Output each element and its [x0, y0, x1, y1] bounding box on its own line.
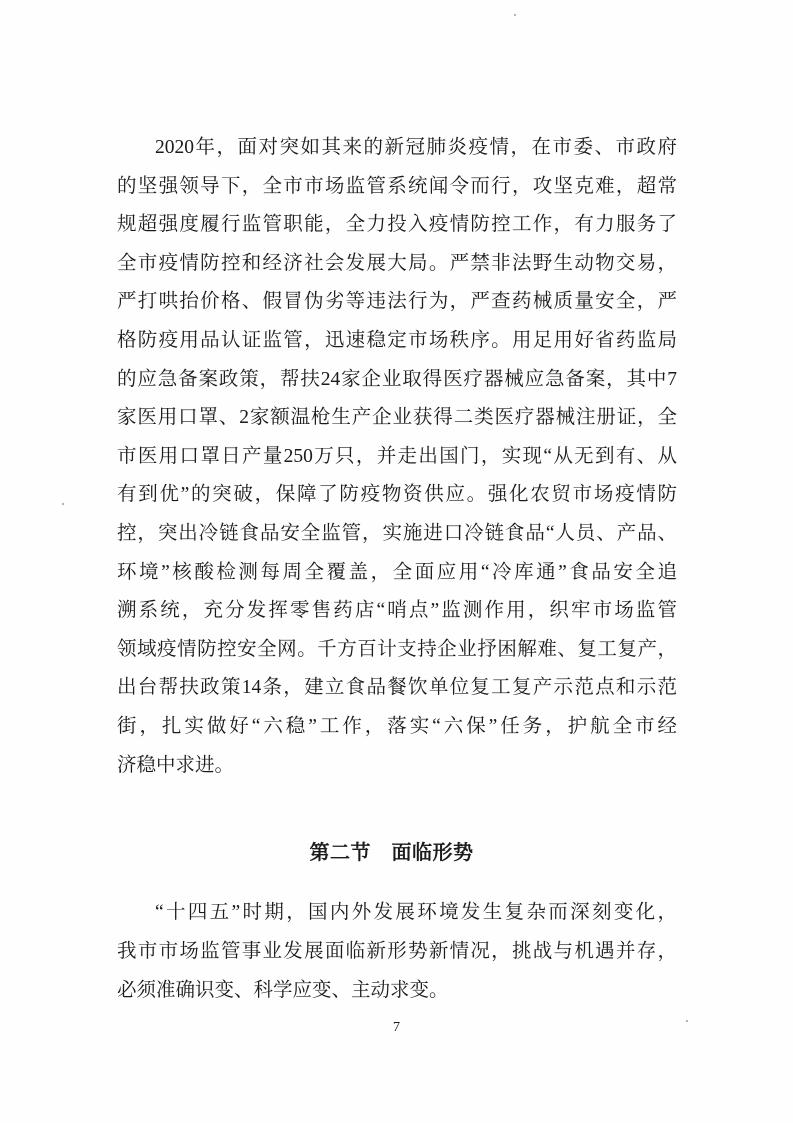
paragraph-line: 严打哄抬价格、假冒伪劣等违法行为，严查药械质量安全，严	[117, 291, 677, 313]
paragraph-line: 的坚强领导下，全市市场监管系统闻令而行，攻坚克难，超常	[117, 175, 677, 197]
paragraph-line: 家医用口罩、2家额温枪生产企业获得二类医疗器械注册证，全	[117, 407, 677, 429]
paragraph-line: 市医用口罩日产量250万只，并走出国门，实现“从无到有、从	[117, 445, 677, 467]
paragraph-line: 必须准确识变、科学应变、主动求变。	[117, 980, 449, 1001]
section-heading: 第二节 面临形势	[309, 842, 474, 864]
paragraph-line: 控，突出冷链食品安全监管，实施进口冷链食品“人员、产品、	[117, 522, 677, 544]
paragraph-review-2020	[117, 129, 677, 785]
paragraph-line: 规超强度履行监管职能，全力投入疫情防控工作，有力服务了	[117, 214, 677, 236]
paragraph-line: 街，扎实做好“六稳”工作，落实“六保”任务，护航全市经	[117, 715, 677, 737]
paragraph-line: 有到优”的突破，保障了防疫物资供应。强化农贸市场疫情防	[117, 484, 677, 506]
scan-speck	[514, 14, 516, 16]
paragraph-line: 2020年，面对突如其来的新冠肺炎疫情，在市委、市政府	[155, 137, 677, 158]
paragraph-line: 我市市场监管事业发展面临新形势新情况，挑战与机遇并存，	[117, 941, 677, 962]
paragraph-line: 济稳中求进。	[117, 754, 235, 776]
paragraph-line: 出台帮扶政策14条，建立食品餐饮单位复工复产示范点和示范	[117, 677, 677, 699]
paragraph-line: “十四五”时期，国内外发展环境发生复杂而深刻变化，	[155, 902, 677, 923]
paragraph-line: 格防疫用品认证监管，迅速稳定市场秩序。用足用好省药监局	[117, 329, 677, 351]
paragraph-situation	[117, 893, 677, 1010]
scan-speck	[62, 503, 64, 505]
paragraph-line: 的应急备案政策，帮扶24家企业取得医疗器械应急备案，其中7	[117, 368, 677, 390]
paragraph-line: 溯系统，充分发挥零售药店“哨点”监测作用，织牢市场监管	[117, 600, 677, 622]
paragraph-line: 全市疫情防控和经济社会发展大局。严禁非法野生动物交易，	[117, 252, 677, 274]
page-number: 7	[393, 1020, 400, 1035]
paragraph-line: 领域疫情防控安全网。千方百计支持企业抒困解难、复工复产，	[117, 638, 677, 660]
scan-speck	[686, 1020, 688, 1022]
paragraph-line: 环境”核酸检测每周全覆盖，全面应用“冷库通”食品安全追	[117, 561, 677, 583]
